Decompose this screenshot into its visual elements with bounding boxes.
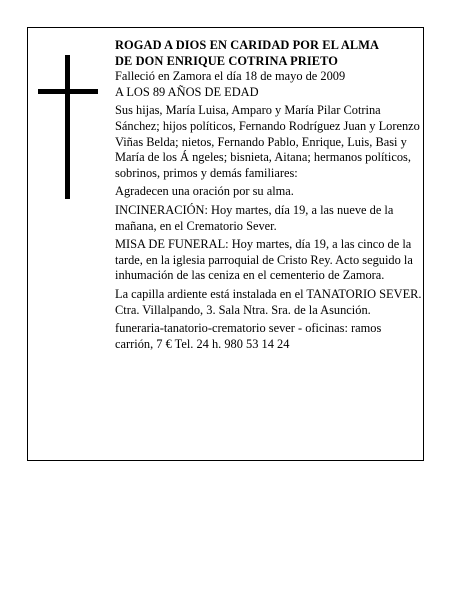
age-line: A LOS 89 AÑOS DE EDAD (115, 84, 259, 99)
cross-horizontal-bar (38, 89, 98, 94)
notice-text (115, 38, 422, 352)
notice-heading-line-1: ROGAD A DIOS EN CARIDAD POR EL ALMA (115, 38, 380, 52)
death-info: Falleció en Zamora el día 18 de mayo de 2009 (115, 69, 346, 84)
family-list: Sus hijas, María Luisa, Amparo y María Pilar Cotrina Sánchez; hijos políticos, Fernando Rodríguez Juan y Lorenzo Viñas Belda; nietos, Fernando Pablo, Enrique, Luis, Basi y María de los Á ngeles; bisnieta, Aitana; hermanos políticos, sobrinos, primos y demás familiares: (115, 103, 420, 180)
funeral-home-info: funeraria-tanatorio-crematorio sever - oficinas: ramos carrión, 7 € Tel. 24 h. 980 53 14 24 (115, 321, 382, 351)
chapel-info: La capilla ardiente está instalada en el TANATORIO SEVER. Ctra. Villalpando, 3. Sala Ntra. Sra. de la Asunción. (115, 286, 422, 317)
cross-icon (38, 55, 98, 199)
cross-vertical-bar (65, 55, 70, 199)
obituary-notice (27, 27, 424, 461)
thanks-line: Agradecen una oración por su alma. (115, 184, 294, 199)
incineration-info: INCINERACIÓN: Hoy martes, día 19, a las nueve de la mañana, en el Crematorio Sever. (115, 202, 394, 233)
funeral-mass-info: MISA DE FUNERAL: Hoy martes, día 19, a las cinco de la tarde, en la iglesia parroquial de Cristo Rey. Acto seguido la inhumación de las ceniza en el cementerio de Zamora. (115, 237, 413, 283)
notice-heading-line-2: DE DON ENRIQUE COTRINA PRIETO (115, 53, 338, 68)
